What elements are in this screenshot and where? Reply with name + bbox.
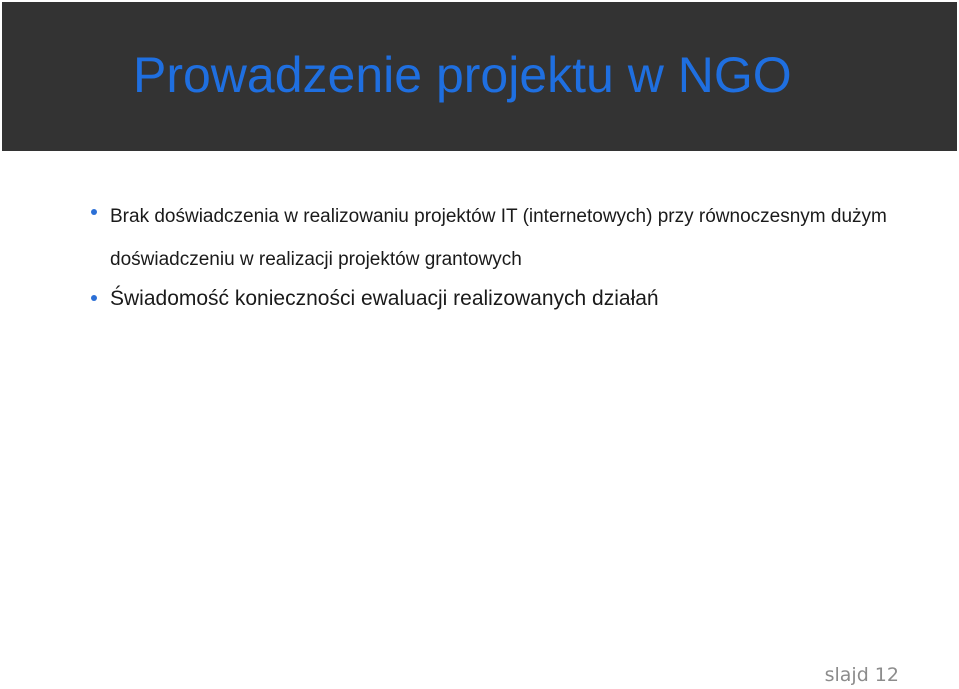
slide-number: slajd 12 xyxy=(824,664,899,686)
bullet-dot-icon xyxy=(91,295,97,301)
bullet-item xyxy=(88,284,888,314)
slide-title: Prowadzenie projektu w NGO xyxy=(133,47,792,103)
bullet-text: Świadomość konieczności ewaluacji realizowanych działań xyxy=(110,287,659,310)
bullet-list xyxy=(88,199,888,314)
bullet-item xyxy=(88,195,888,281)
bullet-dot-icon xyxy=(91,209,97,215)
bullet-text: Brak doświadczenia w realizowaniu projektów IT (internetowych) przy równoczesnym dużym doświadczeniu w realizacji projektów grantowych xyxy=(110,206,887,270)
